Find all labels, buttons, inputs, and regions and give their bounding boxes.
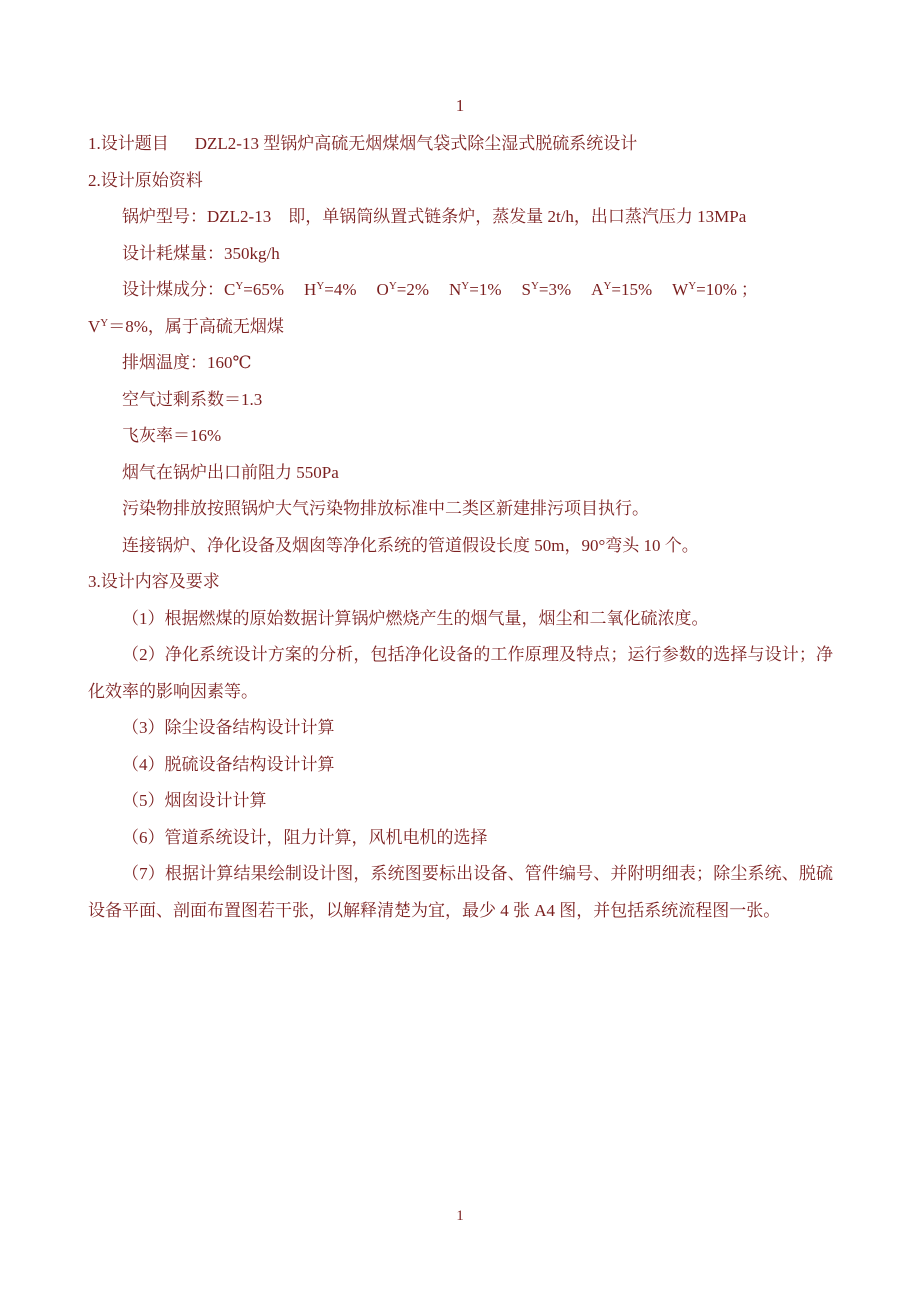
requirement-item: （5）烟囱设计计算 [122, 791, 267, 810]
section-2-heading [88, 163, 833, 200]
composition-a: $A^Y=15\%$ [591, 280, 653, 299]
boiler-model: 锅炉型号：DZL2-13 即，单锅筒纵置式链条炉，蒸发量 2t/h，出口蒸汽压力 13MPa [122, 207, 747, 226]
section-3-title: 设计内容及要求 [100, 572, 220, 591]
section-1-heading [88, 126, 833, 163]
section-1-title: 设计题目 [100, 134, 169, 153]
section-3-heading [88, 564, 833, 601]
requirement-item: （1）根据燃煤的原始数据计算锅炉燃烧产生的烟气量，烟尘和二氧化硫浓度。 [122, 608, 709, 628]
composition-w: $W^Y=10\%$ [672, 280, 737, 299]
coal-volatile: $V^Y=8\%$，属于高硫无烟煤 [88, 316, 284, 336]
composition-label: 设计煤成分： [122, 280, 224, 299]
requirement-item: （3）除尘设备结构设计计算 [122, 718, 335, 737]
composition-c: $C^Y=65\%$ [224, 280, 285, 299]
section-2-title: 设计原始资料 [100, 170, 203, 190]
footer-page-number: 1 [456, 1208, 464, 1224]
emission-standard: 污染物排放按照锅炉大气污染物排放标准中二类区新建排污项目执行。 [122, 499, 649, 518]
section-2-number: 2. [88, 170, 101, 190]
section-3-number: 3. [88, 572, 101, 591]
composition-n: $N^Y=1\%$ [449, 280, 502, 299]
composition-end: ； [740, 280, 758, 299]
composition-o: $O^Y=2\%$ [376, 280, 430, 299]
pipeline-assumption: 连接锅炉、净化设备及烟囱等净化系统的管道假设长度 50m，90°弯头 10 个。 [122, 535, 699, 555]
requirement-item: （6）管道系统设计，阻力计算，风机电机的选择 [122, 827, 488, 847]
design-subject: DZL2-13 型锅炉高硫无烟煤烟气袋式除尘湿式脱硫系统设计 [194, 134, 638, 153]
requirement-item: （7）根据计算结果绘制设计图，系统图要标出设备、管件编号、并附明细表；除尘系统、脱硫设备平面、剖面布置图若干张，以解释清楚为宜，最少 4 张 A4 图，并包括系统流程图一张。 [88, 864, 833, 920]
fly-ash-rate: 飞灰率＝16% [122, 426, 222, 445]
requirement-item: （2）净化系统设计方案的分析，包括净化设备的工作原理及特点；运行参数的选择与设计；净化效率的影响因素等。 [88, 645, 833, 701]
composition-h: $H^Y=4\%$ [304, 280, 357, 299]
excess-air-coefficient: 空气过剩系数＝1.3 [122, 389, 263, 409]
exhaust-temperature: 排烟温度：160℃ [122, 353, 252, 372]
header-page-number: 1 [455, 96, 465, 115]
requirement-item: （4）脱硫设备结构设计计算 [122, 754, 335, 774]
composition-s: $S^Y=3\%$ [521, 280, 572, 299]
document-body [88, 126, 833, 929]
outlet-resistance: 烟气在锅炉出口前阻力 550Pa [122, 462, 339, 482]
coal-consumption: 设计耗煤量：350kg/h [122, 243, 280, 263]
coal-composition [88, 272, 833, 309]
section-1-number: 1. [88, 134, 101, 153]
